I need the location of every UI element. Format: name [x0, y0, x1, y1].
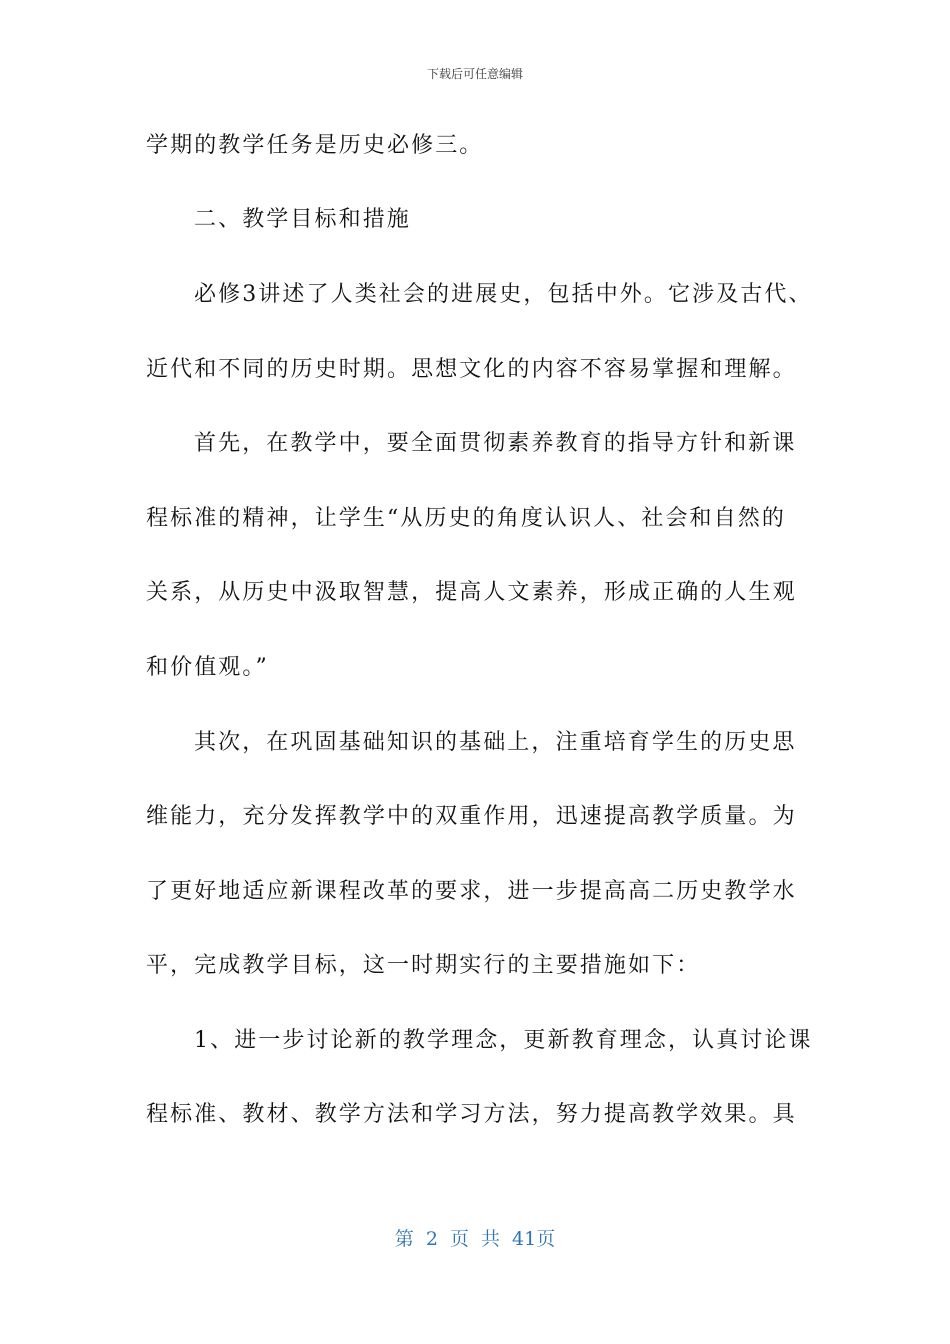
- section-heading: 二、教学目标和措施: [194, 207, 411, 232]
- text-line: 平，完成教学目标，这一时期实行的主要措施如下：: [146, 953, 701, 978]
- text-line: 程标准、教材、教学方法和学习方法，努力提高教学效果。具: [146, 1102, 797, 1127]
- text-line: 必修3讲述了人类社会的进展史，包括中外。它涉及古代、: [194, 282, 813, 307]
- text-line: 和价值观。”: [146, 655, 269, 680]
- text-line: 学期的教学任务是历史必修三。: [146, 133, 484, 158]
- page-footer: 第 2 页 共 41页: [394, 1228, 556, 1250]
- text-line: 关系，从历史中汲取智慧，提高人文素养，形成正确的人生观: [146, 580, 797, 605]
- text-line: 程标准的精神，让学生“从历史的角度认识人、社会和自然的: [146, 506, 786, 531]
- page-header: 下载后可任意编辑: [426, 67, 523, 81]
- text-line: 近代和不同的历史时期。思想文化的内容不容易掌握和理解。: [146, 357, 797, 382]
- text-line: 维能力，充分发挥教学中的双重作用，迅速提高教学质量。为: [146, 804, 797, 829]
- text-line: 了更好地适应新课程改革的要求，进一步提高高二历史教学水: [146, 879, 797, 904]
- text-line: 其次，在巩固基础知识的基础上，注重培育学生的历史思: [194, 730, 797, 755]
- text-line: 首先，在教学中，要全面贯彻素养教育的指导方针和新课: [194, 431, 797, 456]
- text-line: 1、进一步讨论新的教学理念，更新教育理念，认真讨论课: [194, 1028, 813, 1053]
